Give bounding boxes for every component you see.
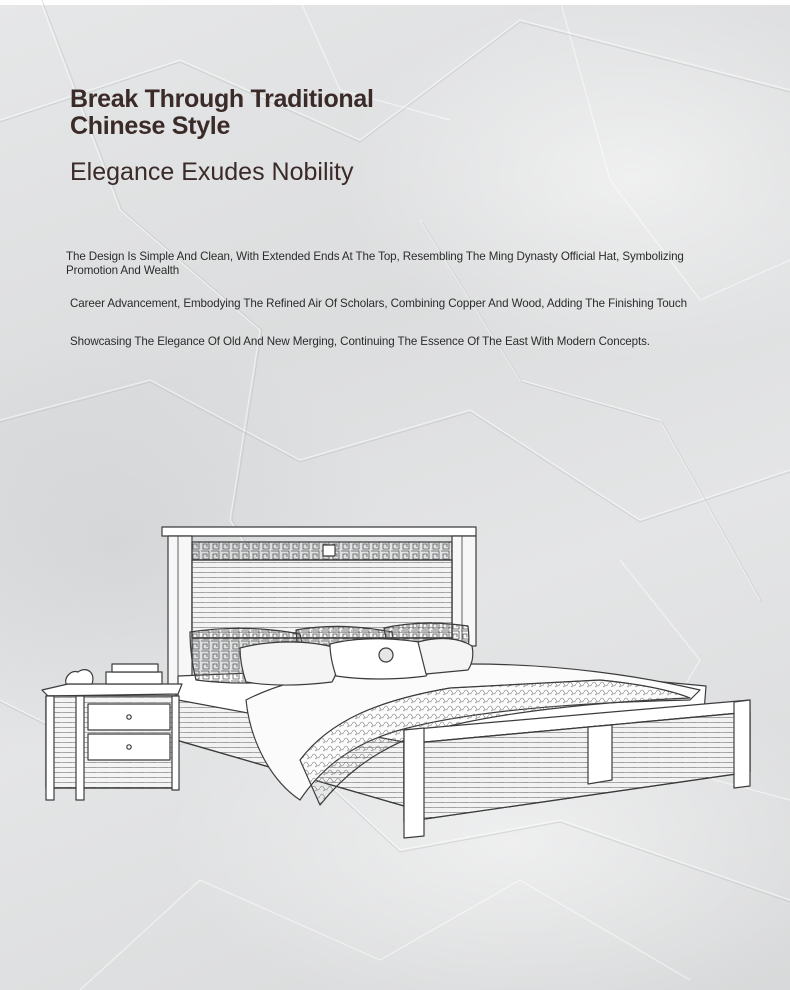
page-title [70,86,374,140]
description-paragraph-3: Showcasing The Elegance Of Old And New Merging, Continuing The Essence Of The East With Modern Concepts. [70,335,650,348]
page-subtitle: Elegance Exudes Nobility [70,158,354,186]
description-paragraph-1: The Design Is Simple And Clean, With Extended Ends At The Top, Resembling The Ming Dynasty Official Hat, Symbolizing Promotion And Wealth [66,250,684,277]
title-line-2: Chinese Style [70,112,231,140]
nightstand [42,664,182,800]
description-paragraph-2: Career Advancement, Embodying The Refined Air Of Scholars, Combining Copper And Wood, Adding The Finishing Touch [70,297,687,310]
title-line-1: Break Through Traditional [70,85,374,113]
bed-with-nightstand-sketch-icon [0,515,790,855]
